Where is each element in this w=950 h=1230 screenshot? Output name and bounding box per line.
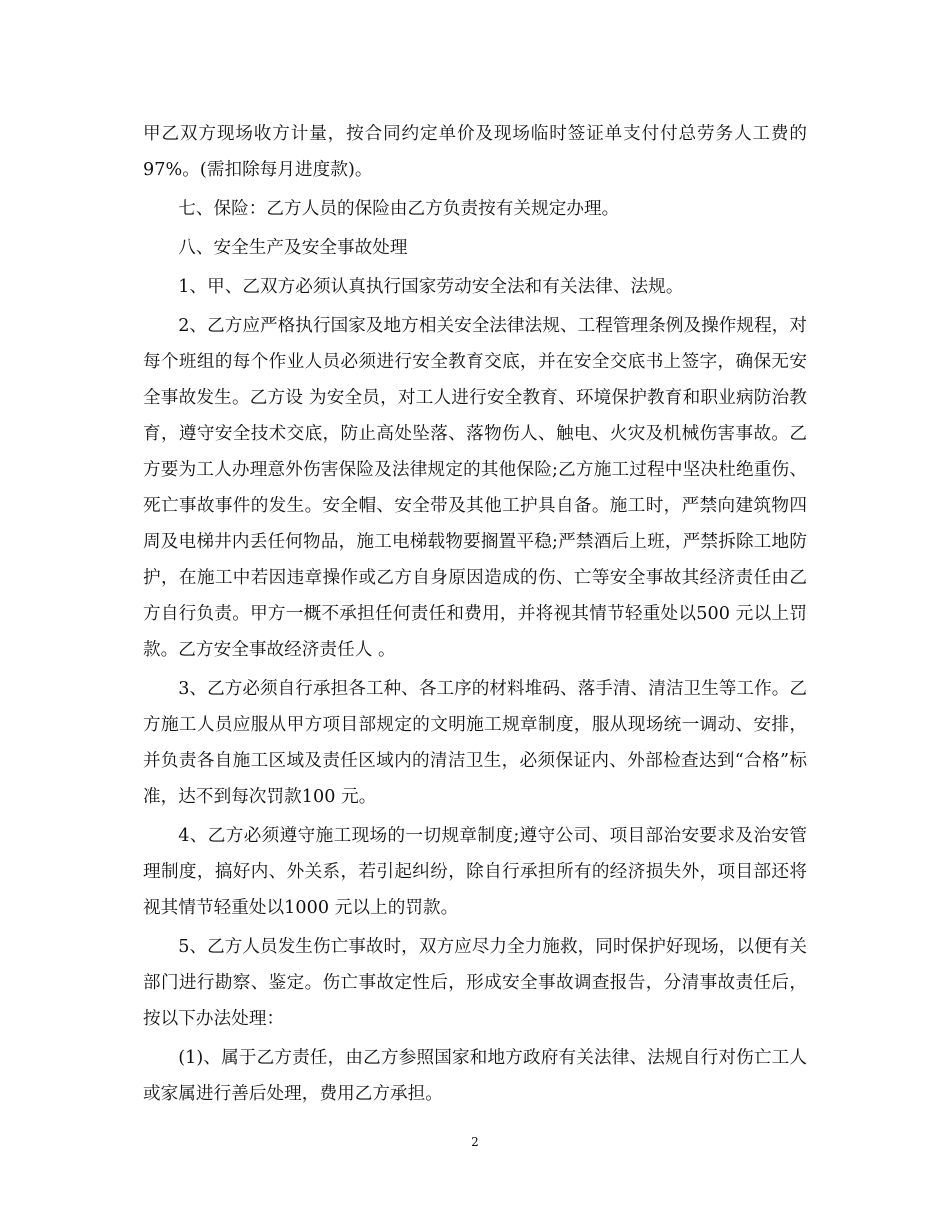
paragraph-payment-continuation: 甲乙双方现场收方计量，按合同约定单价及现场临时签证单支付付总劳务人工费的97%。(需扣除每月进度款)。 [143, 124, 807, 180]
paragraph-clause-5: 5、乙方人员发生伤亡事故时，双方应尽力全力施救，同时保护好现场，以便有关部门进行勘察、鉴定。伤亡事故定性后，形成安全事故调查报告，分清事故责任后，按以下办法处理： [143, 937, 807, 1029]
section-heading-safety: 八、安全生产及安全事故处理 [178, 238, 408, 258]
paragraph-clause-3: 3、乙方必须自行承担各工种、各工序的材料堆码、落手清、清洁卫生等工作。乙方施工人员应服从甲方项目部规定的文明施工规章制度，服从现场统一调动、安排，并负责各自施工区域及责任区域内的清洁卫生，必须保证内、外部检查达到“合格”标准，达不到每次罚款100 元。 [143, 679, 807, 807]
paragraph-clause-1: 1、甲、乙双方必须认真执行国家劳动安全法和有关法律、法规。 [178, 277, 684, 297]
paragraph-clause-2: 2、乙方应严格执行国家及地方相关安全法律法规、工程管理条例及操作规程，对每个班组的每个作业人员必须进行安全教育交底，并在安全交底书上签字，确保无安全事故发生。乙方设 为安全员，对工人进行安全教育、环境保护教育和职业病防治教育，遵守安全技术交底，防止高处坠落、落物伤人、触电、火灾及机械伤害事故。乙方要为工人办理意外伤害保险及法律规定的其他保险;乙方施工过程中坚决杜绝重伤、死亡事故事件的发生。安全帽、安全带及其他工护具自备。施工时，严禁向建筑物四周及电梯井内丢任何物品，施工电梯载物要搁置平稳;严禁酒后上班，严禁拆除工地防护，在施工中若因违章操作或乙方自身原因造成的伤、亡等安全事故其经济责任由乙方自行负责。甲方一概不承担任何责任和费用，并将视其情节轻重处以500 元以上罚款。乙方安全事故经济责任人 。 [143, 316, 807, 660]
paragraph-subclause-1: (1)、属于乙方责任，由乙方参照国家和地方政府有关法律、法规自行对伤亡工人或家属进行善后处理，费用乙方承担。 [143, 1048, 807, 1104]
paragraph-insurance: 七、保险：乙方人员的保险由乙方负责按有关规定办理。 [178, 199, 620, 219]
document-body [143, 116, 807, 1115]
paragraph-clause-4: 4、乙方必须遵守施工现场的一切规章制度;遵守公司、项目部治安要求及治安管理制度，搞好内、外关系，若引起纠纷，除自行承担所有的经济损失外，项目部还将视其情节轻重处以1000 元以上的罚款。 [143, 826, 807, 918]
page-number: 2 [471, 1135, 479, 1149]
